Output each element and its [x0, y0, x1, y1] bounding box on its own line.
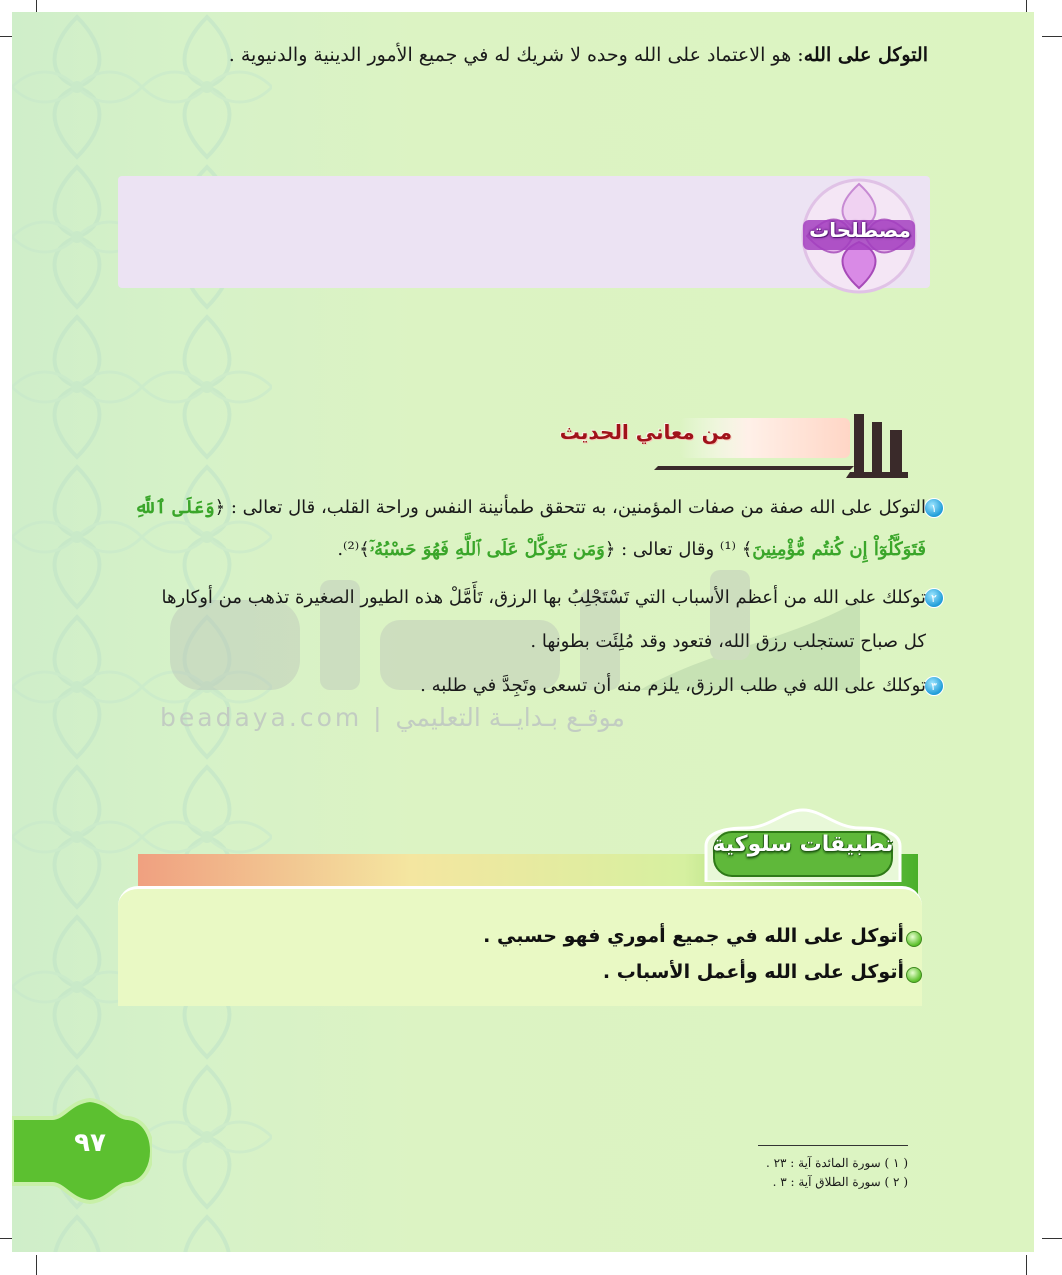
item-text: التوكل على الله صفة من صفات المؤمنين، به تتحقق طمأنينة النفس وراحة القلب، قال تعالى : ﴿	[214, 497, 926, 518]
footnote-divider	[758, 1145, 908, 1146]
quran-verse: وَمَن يَتَوَكَّلْ عَلَى ٱللَّهِ فَهُوَ حَسْبُهُۥٓ	[369, 539, 605, 560]
item-number-badge: ٢	[924, 588, 944, 608]
crop-mark	[36, 1255, 37, 1275]
item-text: ﴾⁽²⁾.	[337, 539, 370, 560]
footnote: ( ٢ ) سورة الطلاق آية : ٣ .	[772, 1175, 908, 1189]
item-number-badge: ١	[924, 498, 944, 518]
crop-mark	[1042, 36, 1062, 37]
bullet-icon	[906, 967, 922, 983]
section-title: من معاني الحديث	[559, 420, 732, 444]
watermark-text: beadaya.com | موقـع بـدايــة التعليمي	[160, 703, 625, 732]
list-item	[134, 486, 926, 530]
glossary-definition	[228, 40, 928, 70]
item-text: ﴾ ⁽¹⁾ وقال تعالى : ﴿	[604, 539, 753, 560]
behavior-item: أتوكل على الله في جميع أموري فهو حسبي .	[483, 925, 904, 947]
list-item-continuation: كل صباح تستجلب رزق الله، فتعود وقد مُلِئَت بطونها .	[530, 631, 926, 652]
list-item: توكلك على الله من أعظم الأسباب التي تَسْتَجْلِبُ بها الرزق، تَأَمَّلْ هذه الطيور الصغيرة تذهب من أوكارها	[161, 587, 926, 608]
behavior-title: تطبيقات سلوكية	[712, 832, 894, 857]
glossary-definition-text: : هو الاعتماد على الله وحده لا شريك له في جميع الأمور الدينية والدنيوية .	[228, 44, 804, 66]
glossary-term: التوكل على الله	[803, 44, 928, 66]
page-number: ٩٧	[74, 1128, 106, 1158]
glossary-label: مصطلحات	[809, 218, 911, 242]
crop-mark	[1026, 1255, 1027, 1275]
quran-verse: وَعَلَى ٱللَّهِ	[134, 497, 215, 518]
item-number-badge: ٣	[924, 676, 944, 696]
quran-verse: فَتَوَكَّلُوٓاْ إِن كُنتُم مُّؤْمِنِينَ	[752, 539, 926, 560]
footnote: ( ١ ) سورة المائدة آية : ٢٣ .	[765, 1156, 908, 1170]
list-item-continuation	[337, 528, 926, 572]
behavior-item: أتوكل على الله وأعمل الأسباب .	[602, 961, 904, 983]
crop-mark	[1042, 1238, 1062, 1239]
bullet-icon	[906, 931, 922, 947]
list-item: توكلك على الله في طلب الرزق، يلزم منه أن تسعى وتَجِدَّ في طلبه .	[420, 675, 926, 696]
